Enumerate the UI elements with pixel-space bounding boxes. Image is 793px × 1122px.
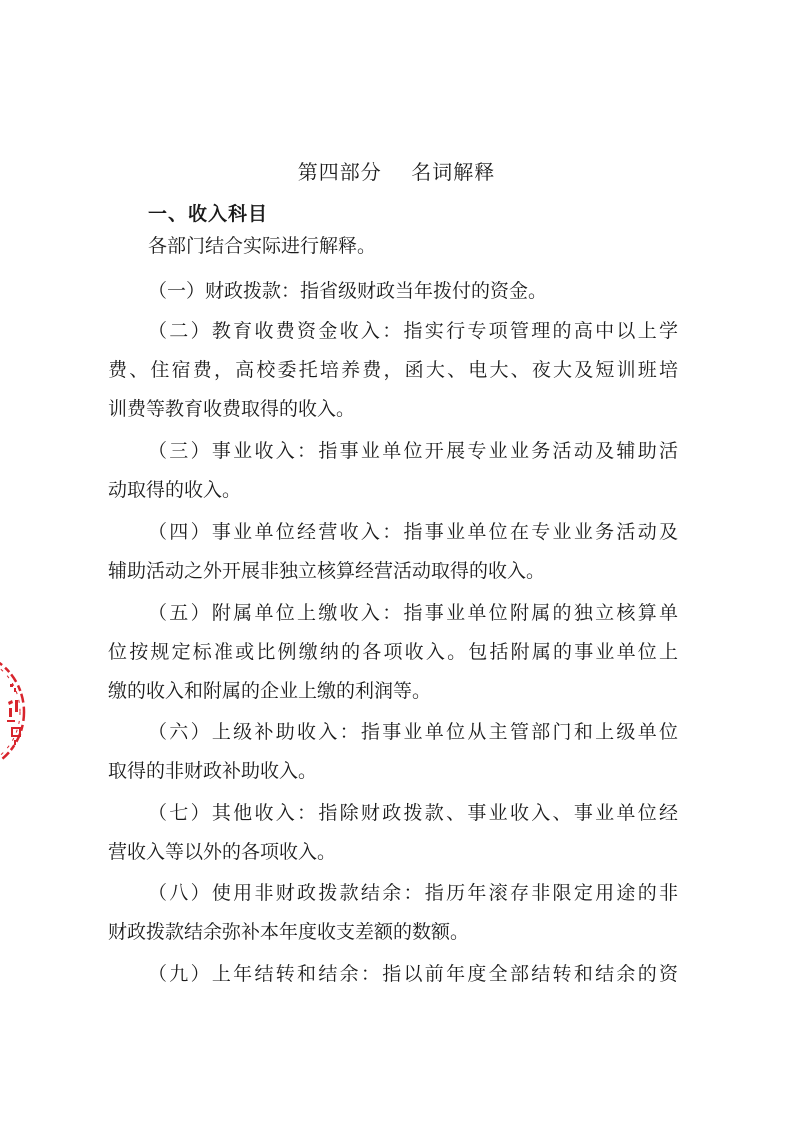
paragraph-line: 位按规定标准或比例缴纳的各项收入。包括附属的事业单位上 [108,641,678,663]
paragraph-line: 营收入等以外的各项收入。 [108,841,337,863]
paragraph-line: 取得的非财政补助收入。 [108,760,318,782]
official-seal-icon [0,648,32,776]
paragraph-line: （四）事业单位经营收入：指事业单位在专业业务活动及 [148,521,678,543]
paragraph-line: 各部门结合实际进行解释。 [148,235,377,257]
paragraph-line: 动取得的收入。 [108,479,242,501]
paragraph-line: 费、住宿费，高校委托培养费，函大、电大、夜大及短训班培 [108,359,678,381]
paragraph-line: 财政拨款结余弥补本年度收支差额的数额。 [108,921,470,943]
paragraph-line: （五）附属单位上缴收入：指事业单位附属的独立核算单 [148,602,678,624]
paragraph-line: （七）其他收入：指除财政拨款、事业收入、事业单位经 [148,802,678,824]
paragraph-line: 辅助活动之外开展非独立核算经营活动取得的收入。 [108,560,546,582]
paragraph-line: 训费等教育收费取得的收入。 [108,398,356,420]
paragraph-line: 缴的收入和附属的企业上缴的利润等。 [108,680,432,702]
paragraph-line: （九）上年结转和结余：指以前年度全部结转和结余的资 [148,963,678,985]
paragraph-line: （二）教育收费资金收入：指实行专项管理的高中以上学 [148,320,678,342]
paragraph-line: （六）上级补助收入：指事业单位从主管部门和上级单位 [148,721,678,743]
section-heading: 一、收入科目 [148,203,269,225]
page-title: 第四部分 名词解释 [297,160,496,184]
paragraph-line: （八）使用非财政拨款结余：指历年滚存非限定用途的非 [148,882,678,904]
paragraph-line: （一）财政拨款：指省级财政当年拨付的资金。 [148,280,548,302]
paragraph-line: （三）事业收入：指事业单位开展专业业务活动及辅助活 [148,440,678,462]
